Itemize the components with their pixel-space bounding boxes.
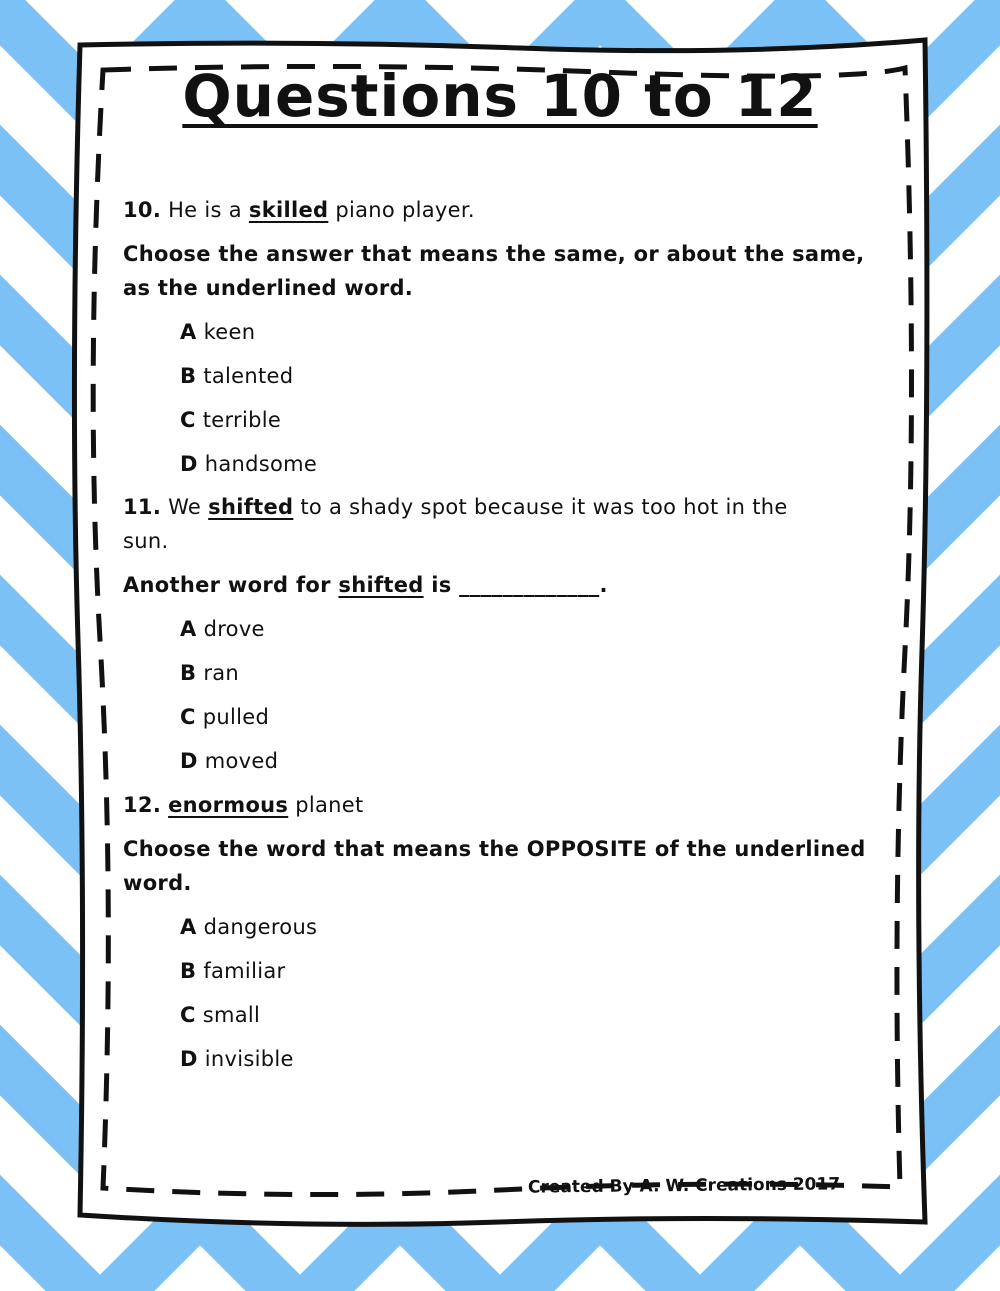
question-11-prompt: Another word for shifted is _____________. xyxy=(123,573,608,597)
question-10-prompt-line2: as the underlined word. xyxy=(123,276,414,300)
question-11-option-c[interactable]: C pulled xyxy=(180,705,270,729)
question-12-option-d[interactable]: D invisible xyxy=(180,1047,294,1071)
question-10-sentence: 10. He is a skilled piano player. xyxy=(123,198,475,222)
question-11-option-d[interactable]: D moved xyxy=(180,749,279,773)
footer-credit: Created By A. W. Creations 2017 xyxy=(527,1174,841,1198)
question-12-prompt-line1: Choose the word that means the OPPOSITE of the underlined xyxy=(123,837,866,861)
question-11-sentence: 11. We shifted to a shady spot because it was too hot in the xyxy=(123,495,788,519)
question-10-option-d[interactable]: D handsome xyxy=(180,452,318,476)
question-11-option-b[interactable]: B ran xyxy=(180,661,240,685)
question-10-prompt-line1: Choose the answer that means the same, or about the same, xyxy=(123,242,865,266)
question-11-option-a[interactable]: A drove xyxy=(180,617,265,641)
question-12-option-b[interactable]: B familiar xyxy=(180,959,286,983)
question-11-sentence-line2: sun. xyxy=(123,529,169,553)
question-10-option-b[interactable]: B talented xyxy=(180,364,294,388)
question-12-option-a[interactable]: A dangerous xyxy=(180,915,318,939)
question-10-option-c[interactable]: C terrible xyxy=(180,408,282,432)
question-12-option-c[interactable]: C small xyxy=(180,1003,261,1027)
page-title: Questions 10 to 12 xyxy=(182,62,818,130)
question-12-prompt-line2: word. xyxy=(123,871,192,895)
question-10-option-a[interactable]: A keen xyxy=(180,320,256,344)
question-12-sentence: 12. enormous planet xyxy=(123,793,364,817)
